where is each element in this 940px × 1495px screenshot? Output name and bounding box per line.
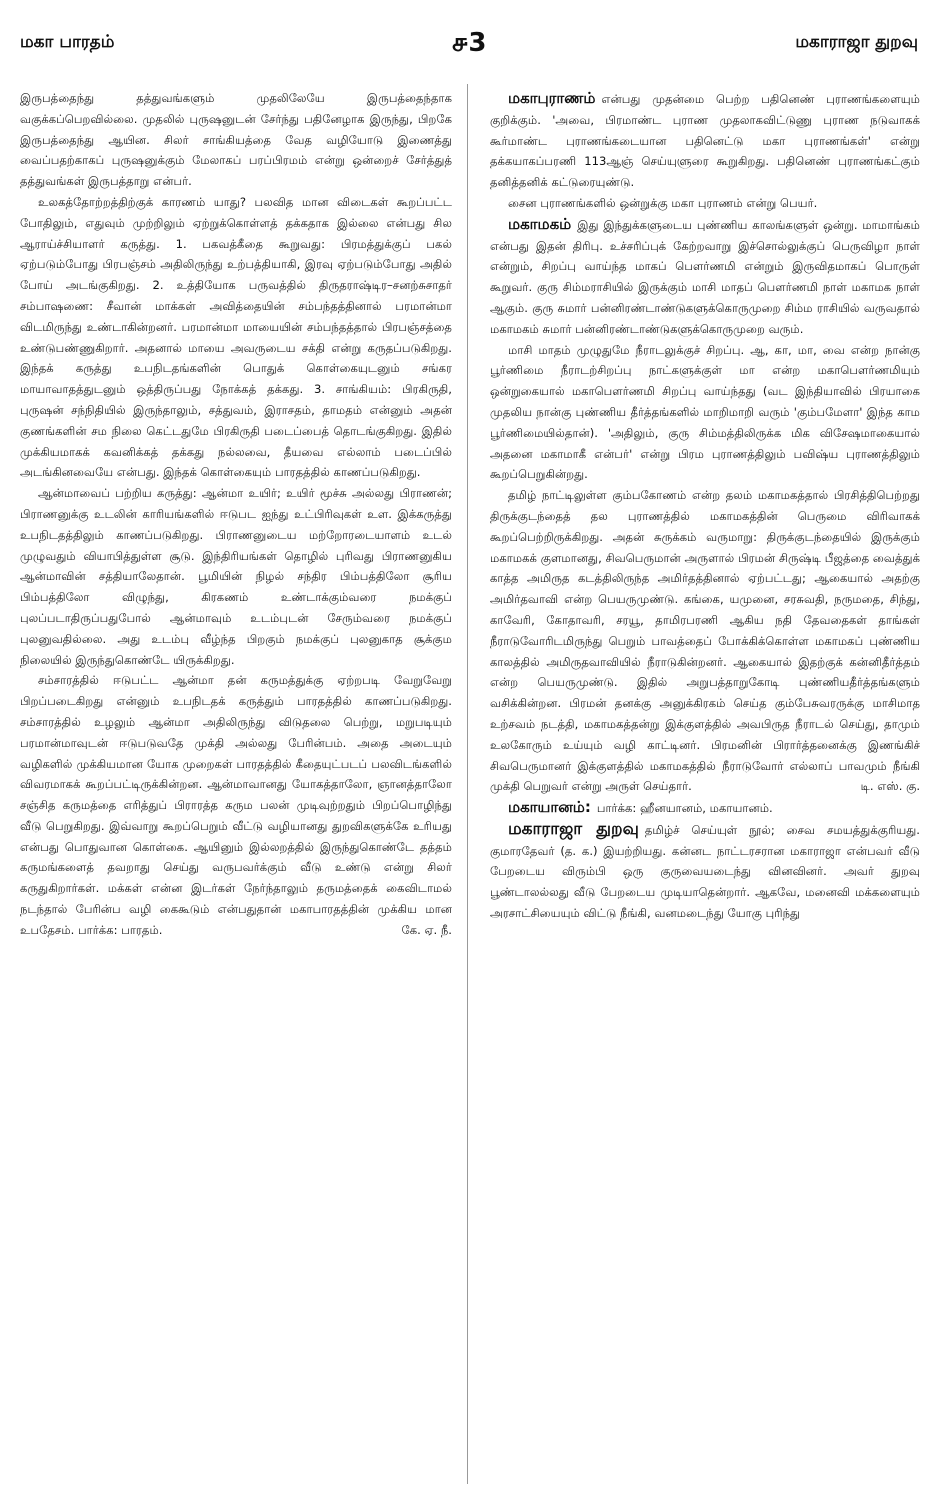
entry-mahapuranam-text: என்பது முதன்மை பெற்ற பதினெண் புராணங்களையும் குறிக்கும். 'அவை, பிரமாண்ட புராண முதலாகவிட்டுணு புராண நடுவாகக் கூர்மாண்ட புராணங்கடையான பதினெட்டு மகா புராணங்கள்' என்று தக்கயாகப்பரணி 113ஆஞ் செய்யுளுரை கூறுகிறது. பதினெண் புராணங்கட்கும் தனித்தனிக் கட்டுரையுண்டு. (490, 92, 920, 190)
page-number: ௪3 (451, 28, 487, 58)
right-column (490, 88, 920, 1483)
column-divider (467, 84, 468, 1484)
entry-mahamagam-p3 (490, 485, 920, 797)
entry-mahamagam-p3-text: தமிழ் நாட்டிலுள்ள கும்பகோணம் என்ற தலம் மகாமகத்தால் பிரசித்திபெற்றது திருக்குடந்தைத் தல புராணத்தில் மகாமகத்தின் பெருமை விரிவாகக் கூறப்பெற்றிருக்கிறது. அதன் சுருக்கம் வருமாறு: திருக்குடந்தையில் இருக்கும் மகாமகக் குளமானது, சிவபெருமான் அருளால் பிரமன் சிருஷ்டி பீஜத்தை வைத்துக் காத்த அமிருத கடத்திலிருந்த அமிர்தத்தினால் ஏற்பட்டது; ஆகையால் அதற்கு அமிர்தவாவி என்ற பெயருமுண்டு. கங்கை, யமுனை, சரசுவதி, நருமதை, சிந்து, காவேரி, கோதாவரி, சரயூ, தாமிரபரணி ஆகிய நதி தேவதைகள் தாங்கள் நீராடுவோரிடமிருந்து பெறும் பாவத்தைப் போக்கிக்கொள்ள மகாமகப் புண்ணிய காலத்தில் அமிருதவாவியில் நீராடுகின்றனர். ஆகையால் இதற்குக் கன்னிதீர்த்தம் என்ற பெயருமுண்டு. இதில் அறுபத்தாறுகோடி புண்ணியதீர்த்தங்களும் வசிக்கின்றன. பிரமன் தனக்கு அனுக்கிரகம் செய்த கும்பேசுவரருக்கு மாசிமாத உற்சவம் நடத்தி, மகாமகத்தன்று இக்குளத்தில் அவபிருத நீராடல் செய்து, தாமும் உலகோரும் உய்யும் வழி காட்டினர். பிரமனின் பிரார்த்தனைக்கு இணங்கிச் சிவபெருமானர் இக்குளத்தில் மகாமகத்தில் நீராடுவோர் எல்லாப் பாவமும் நீங்கி முக்தி பெறுவர் என்று அருள் செய்தார். (490, 488, 920, 794)
entry-mahapuranam (490, 88, 920, 193)
left-column (20, 88, 452, 1483)
entry-mahayanam-text: பார்க்க: ஹீனயானம், மகாயானம். (596, 801, 773, 816)
entry-mahamagam-p2: மாசி மாதம் முழுதுமே நீராடலுக்குச் சிறப்பு. ஆ, கா, மா, வை என்ற நான்கு பூர்ணிமை நீராடற்சிறப்பு நாட்களுக்குள் மா என்ற மகாபௌர்ணமியும் ஒன்றுகையால் மகாபௌர்ணமி சிறப்பு வாய்ந்தது (வட இந்தியாவில் பிரயாகை முதலிய நான்கு புண்ணிய தீர்த்தங்களில் மாறிமாறி வரும் 'கும்பமேளா' இந்த காம பூர்ணிமையில்தான்). 'அதிலும், குரு சிம்மத்திலிருக்க மிக விசேஷமாகையால் அதனை மகாமாகீ என்பர்' என்று பிரம புராணத்திலும் பவிஷ்ய புராணத்திலும் கூறப்பெறுகின்றது. (490, 342, 920, 482)
page-header (20, 28, 918, 62)
entry-maharaja-thuravu-head: மகாராஜா துறவு (508, 818, 639, 839)
entry-mahamagam-signature: டி. எஸ். கு. (860, 779, 920, 794)
left-paragraph-1: இருபத்தைந்து தத்துவங்களும் முதலிலேயே இருபத்தைந்தாக வகுக்கப்பெறவில்லை. முதலில் புருஷனுடன் சேர்ந்து பதினேழாக இருந்து, பிறகே இருபத்தைந்து ஆயின. சிலர் சாங்கியத்தை வேத வழியோடு இணைத்து வைப்பதற்காகப் புருஷனுக்கும் மேலாகப் பரப்பிரமம் என்று ஒன்றைச் சேர்த்துத் தத்துவங்கள் இருபத்தாறு என்பர். (20, 91, 452, 189)
left-paragraph-4 (20, 670, 452, 940)
left-paragraph-3: ஆன்மாவைப் பற்றிய கருத்து: ஆன்மா உயிர்; உயிர் மூச்சு அல்லது பிராணன்; பிராணனுக்கு உடலின் காரியங்களில் ஈடுபட ஐந்து உட்பிரிவுகள் உள. இக்கருத்து உபநிடதத்திலும் காணப்படுகிறது. பிராணனுடைய மற்றோரடையாளம் உடல் முழுவதும் வியாபித்துள்ள சூடு. இந்திரியங்கள் தொழில் புரிவது பிராணனுகிய ஆன்மாவின் சத்தியாலேதான். பூமியின் நிழல் சந்திர பிம்பத்திலோ சூரிய பிம்பத்திலோ விழுந்து, கிரகணம் உண்டாக்கும்வரை நமக்குப் புலப்படாதிருப்பதுபோல் ஆன்மாவும் உடம்புடன் சேரும்வரை நமக்குப் புலனுவதில்லை. அது உடம்பு வீழ்ந்த பிறகும் நமக்குப் புலனுகாத சூக்கும நிலையில் இருந்துகொண்டே யிருக்கிறது. (20, 486, 452, 667)
entry-mahayanam (490, 797, 920, 819)
left-signature: கே. ஏ. நீ. (401, 922, 452, 937)
left-paragraph-4-text: சம்சாரத்தில் ஈடுபட்ட ஆன்மா தன் கருமத்துக்கு ஏற்றபடி வேறுவேறு பிறப்படைகிறது என்னும் உபநிடதக் கருத்தும் பாரதத்தில் காணப்படுகிறது. சம்சாரத்தில் உழலும் ஆன்மா அதிலிருந்து விடுதலை பெற்று, மறுபடியும் பரமான்மாவுடன் ஈடுபடுவதே முக்தி அல்லது பேரின்பம். அதை அடையும் வழிகளில் முக்கியமான யோக முறைகள் பாரதத்தில் கீதையுட்படப் பலவிடங்களில் விவரமாகக் கூறப்பட்டிருக்கின்றன. ஆன்மாவானது யோகத்தாலோ, ஞானத்தாலோ சஞ்சித கருமத்தை எரித்துப் பிராரத்த கரும பலன் முடிவுற்றதும் பிறப்பொழிந்து வீடு பெறுகிறது. இவ்வாறு கூறப்பெறும் வீட்டு வழியானது துறவிகளுக்கே உரியது என்பது பொதுவான கொள்கை. ஆயினும் இல்லறத்தில் இருந்துகொண்டே தத்தம் கருமங்களைத் தவறாது செய்து வருபவர்க்கும் வீடு உண்டு என்று சிலர் கருதுகிறார்கள். மக்கள் என்ன இடர்கள் நேர்ந்தாலும் தருமத்தைக் கைவிடாமல் நடந்தால் பேரின்ப வழி கைகூடும் என்பதுதான் மகாபாரதத்தின் முக்கிய மான உபதேசம். பார்க்க: பாரதம். (20, 673, 452, 937)
entry-maharaja-thuravu-text: தமிழ்ச் செய்யுள் நூல்; சைவ சமயத்துக்குரியது. குமாரதேவர் (த. க.) இயற்றியது. கன்னட நாட்டரசரான மகாராஜா என்பவர் வீடு பேறடைய விரும்பி ஒரு குருவையடைந்து வினவினர். அவர் துறவு பூண்டாலல்லது வீடு பேறடைய முடியாதென்றார். ஆகவே, மனைவி மக்களையும் அரசாட்சியையும் விட்டு நீங்கி, வனமடைந்து யோகு புரிந்து (490, 822, 920, 921)
entry-mahayanam-head: மகாயானம்: (508, 798, 591, 817)
header-left-title: மகா பாரதம் (20, 32, 115, 52)
header-right-title: மகாராஜா துறவு (795, 32, 918, 52)
entry-mahapuranam-p2: சைன புராணங்களில் ஒன்றுக்கு மகா புராணம் என்று பெயர். (508, 195, 818, 210)
entry-mahapuranam-head: மகாபுராணம் (508, 89, 596, 107)
entry-mahamagam-head: மகாமகம் (508, 214, 572, 233)
entry-maharaja-thuravu (490, 819, 920, 924)
entry-mahamagam (490, 214, 920, 340)
left-paragraph-2: உலகத்தோற்றத்திற்குக் காரணம் யாது? பலவித மான விடைகள் கூறப்பட்ட போதிலும், எதுவும் முற்றிலும் ஏற்றுக்கொள்ளத் தக்கதாக இல்லை என்பது சில ஆராய்ச்சியாளர் கருத்து. 1. பகவத்கீதை கூறுவது: பிரமத்துக்குப் பகல் ஏற்படும்போது பிரபஞ்சம் அதிலிருந்து உற்பத்தியாகி, இரவு ஏற்படும்போது அதில் போய் அடங்குகிறது. 2. உத்தியோக பருவத்தில் திருதராஷ்டிர–சனற்சுசாதர் சம்பாஷணை: சீவான் மாக்கள் அவித்தையின் சம்பந்தத்தினால் பரமான்மா விடமிருந்து உண்டாகின்றனர். பரமான்மா மாயையின் சம்பந்தத்தால் பிரபஞ்சத்தை உண்டுபண்ணுகிறார். அதனால் மாயை அவருடைய சக்தி என்று கருதப்படுகிறது. இந்தக் கருத்து உபநிடதங்களின் பொதுக் கொள்கையுடனும் சங்கர மாயாவாதத்துடனும் ஒத்திருப்பது நோக்கத் தக்கது. 3. சாங்கியம்: பிரகிருதி, புருஷன் சந்நிதியில் இருந்தாலும், சத்துவம், இராசதம், தாமதம் என்னும் அதன் குணங்களின் சம நிலை கெட்டதுமே பிரகிருதி படைப்பைத் தொடங்குகிறது. இதில் முக்கியமாகக் கவனிக்கத் தக்கது நல்லவை, தீயவை எல்லாம் படைப்பில் அடங்கினவையே என்பது. இந்தக் கொள்கையும் பாரதத்தில் காணப்படுகிறது. (20, 194, 452, 480)
entry-mahamagam-text: இது இந்துக்களுடைய புண்ணிய காலங்களுள் ஒன்று. மாமாங்கம் என்பது இதன் திரிபு. உச்சரிப்புக் கேற்றவாறு இச்சொல்லுக்குப் பெருவிழா நாள் என்றும், சிறப்பு வாய்ந்த மாகப் பௌர்ணமி என்றும் இருவிதமாகப் பொருள் கூறுவர். குரு சிம்மராசியில் இருக்கும் மாசி மாதப் பௌர்ணமி நாள் மகாமக நாள் ஆகும். குரு சுமார் பன்னிரண்டாண்டுகளுக்கொருமுறை சிம்ம ராசியில் வருவதால் மகாமகம் சுமார் பன்னிரண்டாண்டுகளுக்கொருமுறை வரும். (490, 217, 920, 336)
